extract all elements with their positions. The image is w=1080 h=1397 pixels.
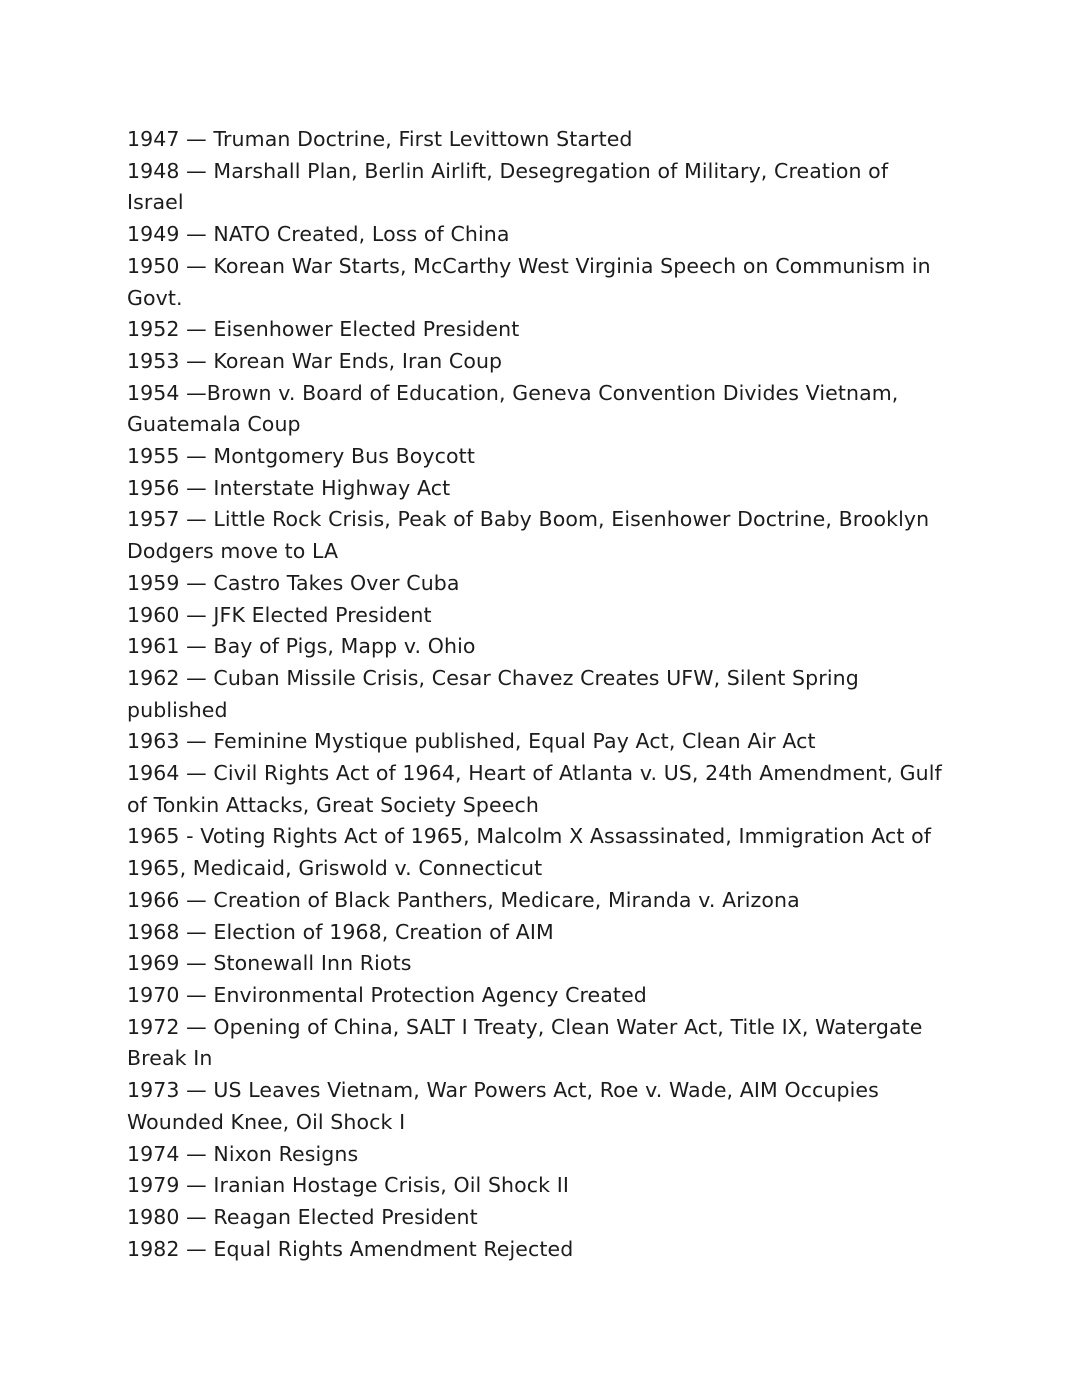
timeline-entry: 1950 — Korean War Starts, McCarthy West Virginia Speech on Communism in Govt. <box>127 253 931 310</box>
timeline-list <box>127 124 947 1265</box>
timeline-entry: 1963 — Feminine Mystique published, Equal Pay Act, Clean Air Act <box>127 729 816 754</box>
timeline-entry: 1962 — Cuban Missile Crisis, Cesar Chavez Creates UFW, Silent Spring published <box>127 665 859 722</box>
timeline-entry: 1968 — Election of 1968, Creation of AIM <box>127 919 554 944</box>
timeline-entry: 1966 — Creation of Black Panthers, Medicare, Miranda v. Arizona <box>127 887 800 912</box>
timeline-entry: 1952 — Eisenhower Elected President <box>127 317 520 342</box>
timeline-entry: 1969 — Stonewall Inn Riots <box>127 951 412 976</box>
timeline-entry: 1957 — Little Rock Crisis, Peak of Baby Boom, Eisenhower Doctrine, Brooklyn Dodgers move to LA <box>127 507 930 564</box>
timeline-entry: 1974 — Nixon Resigns <box>127 1141 359 1166</box>
timeline-entry: 1955 — Montgomery Bus Boycott <box>127 444 475 469</box>
timeline-entry: 1980 — Reagan Elected President <box>127 1204 478 1229</box>
timeline-entry: 1948 — Marshall Plan, Berlin Airlift, Desegregation of Military, Creation of Israel <box>127 158 889 215</box>
timeline-entry: 1973 — US Leaves Vietnam, War Powers Act, Roe v. Wade, AIM Occupies Wounded Knee, Oil Shock I <box>127 1078 879 1134</box>
timeline-entry: 1964 — Civil Rights Act of 1964, Heart of Atlanta v. US, 24th Amendment, Gulf of Tonkin Attacks, Great Society Speech <box>127 761 942 817</box>
timeline-entry: 1965 - Voting Rights Act of 1965, Malcolm X Assassinated, Immigration Act of 1965, Medicaid, Griswold v. Connecticut <box>127 824 932 881</box>
timeline-entry: 1961 — Bay of Pigs, Mapp v. Ohio <box>127 634 476 659</box>
timeline-entry: 1956 — Interstate Highway Act <box>127 475 451 500</box>
timeline-entry: 1959 — Castro Takes Over Cuba <box>127 570 460 595</box>
timeline-entry: 1972 — Opening of China, SALT I Treaty, Clean Water Act, Title IX, Watergate Break In <box>127 1014 923 1071</box>
timeline-entry: 1960 — JFK Elected President <box>127 602 432 627</box>
timeline-entry: 1949 — NATO Created, Loss of China <box>127 222 510 247</box>
timeline-entry: 1982 — Equal Rights Amendment Rejected <box>127 1236 574 1261</box>
timeline-entry: 1947 — Truman Doctrine, First Levittown Started <box>127 127 633 151</box>
timeline-entry: 1970 — Environmental Protection Agency Created <box>127 982 647 1007</box>
timeline-entry: 1979 — Iranian Hostage Crisis, Oil Shock II <box>127 1173 570 1198</box>
timeline-entry: 1953 — Korean War Ends, Iran Coup <box>127 348 503 373</box>
timeline-entry: 1954 —Brown v. Board of Education, Geneva Convention Divides Vietnam, Guatemala Coup <box>127 380 899 437</box>
